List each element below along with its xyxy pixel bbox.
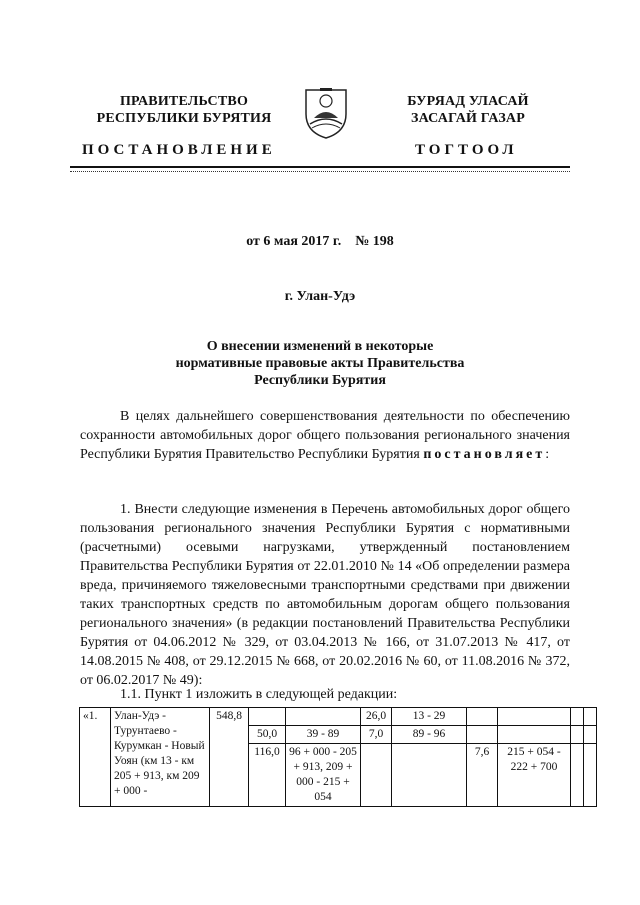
government-name-russian xyxy=(84,93,284,127)
header-right-line1: БУРЯАД УЛАСАЙ xyxy=(407,94,529,109)
government-name-buryat xyxy=(378,93,558,127)
decree-word: постановляет xyxy=(423,447,546,462)
document-title xyxy=(0,338,640,389)
table-cell-empty xyxy=(498,726,571,744)
table-cell-range: 13 - 29 xyxy=(392,708,467,726)
table-cell-empty xyxy=(498,708,571,726)
table-cell-range: 215 + 054 - 222 + 700 xyxy=(498,744,571,807)
table-cell-empty xyxy=(286,708,361,726)
preamble-text: В целях дальнейшего совершенствования деятельности по обеспечению сохранности автомобильных дорог общего пользования регионального значения Республики Бурятия Правительство Республики Бурятия xyxy=(80,409,570,462)
item-1-1-paragraph: 1.1. Пункт 1 изложить в следующей редакции: xyxy=(120,687,398,702)
table-cell-total-length: 548,8 xyxy=(210,708,249,807)
table-cell-empty xyxy=(571,744,584,807)
table-cell-road-name: Улан-Удэ - Турунтаево - Курумкан - Новый Уоян (км 13 - км 205 + 913, км 209 + 000 - xyxy=(111,708,210,807)
header-right-line2: ЗАСАГАЙ ГАЗАР xyxy=(410,111,525,126)
table-cell-empty xyxy=(249,708,286,726)
table-cell-empty xyxy=(584,744,597,807)
table-cell-empty xyxy=(584,726,597,744)
header-rule xyxy=(70,166,570,168)
table-cell-empty xyxy=(467,708,498,726)
preamble-paragraph xyxy=(80,407,570,464)
header-rule-dotted xyxy=(70,171,570,172)
table-row xyxy=(80,708,597,726)
table-cell-empty xyxy=(571,708,584,726)
table-cell-empty xyxy=(361,744,392,807)
table-cell-empty xyxy=(571,726,584,744)
title-line3: Республики Бурятия xyxy=(254,373,386,388)
table-cell-length: 7,6 xyxy=(467,744,498,807)
header-left-line2: РЕСПУБЛИКИ БУРЯТИЯ xyxy=(96,111,272,126)
title-line2: нормативные правовые акты Правительства xyxy=(175,356,465,371)
table-cell-length: 116,0 xyxy=(249,744,286,807)
title-line1: О внесении изменений в некоторые xyxy=(206,339,434,354)
table-cell-length: 50,0 xyxy=(249,726,286,744)
table-cell-range: 39 - 89 xyxy=(286,726,361,744)
table-cell-length: 26,0 xyxy=(361,708,392,726)
table-cell-empty xyxy=(584,708,597,726)
table-cell-range: 89 - 96 xyxy=(392,726,467,744)
coat-of-arms-icon xyxy=(300,84,352,140)
preamble-tail: : xyxy=(545,447,550,462)
road-table xyxy=(79,707,597,807)
table-cell-length: 7,0 xyxy=(361,726,392,744)
table-cell-empty xyxy=(392,744,467,807)
document-city: г. Улан-Удэ xyxy=(284,289,356,304)
document-date-number: от 6 мая 2017 г. № 198 xyxy=(246,234,394,249)
doctype-buryat: ТОГТООЛ xyxy=(415,142,518,158)
table-cell-number: «1. xyxy=(80,708,111,807)
table-cell-range: 96 + 000 - 205 + 913, 209 + 000 - 215 + 054 xyxy=(286,744,361,807)
header-left-line1: ПРАВИТЕЛЬСТВО xyxy=(119,94,249,109)
item-1-paragraph: 1. Внести следующие изменения в Перечень автомобильных дорог общего пользования регионального значения Республики Бурятия с нормативными (расчетными) осевыми нагрузками, утвержденный постановлением Правительства Республики Бурятия от 22.01.2010 № 14 «Об определении размера вреда, причиняемого тяжеловесными транспортными средствами при движении таких транспортных средств по автомобильным дорогам общего пользования регионального значения» (в редакции постановлений Правительства Республики Бурятия от 04.06.2012 № 329, от 03.04.2013 № 166, от 31.07.2013 № 417, от 14.08.2015 № 408, от 29.12.2015 № 668, от 20.02.2016 № 60, от 11.08.2016 № 372, от 06.02.2017 № 49): xyxy=(80,502,570,688)
doctype-russian: ПОСТАНОВЛЕНИЕ xyxy=(82,142,276,158)
table-cell-empty xyxy=(467,726,498,744)
